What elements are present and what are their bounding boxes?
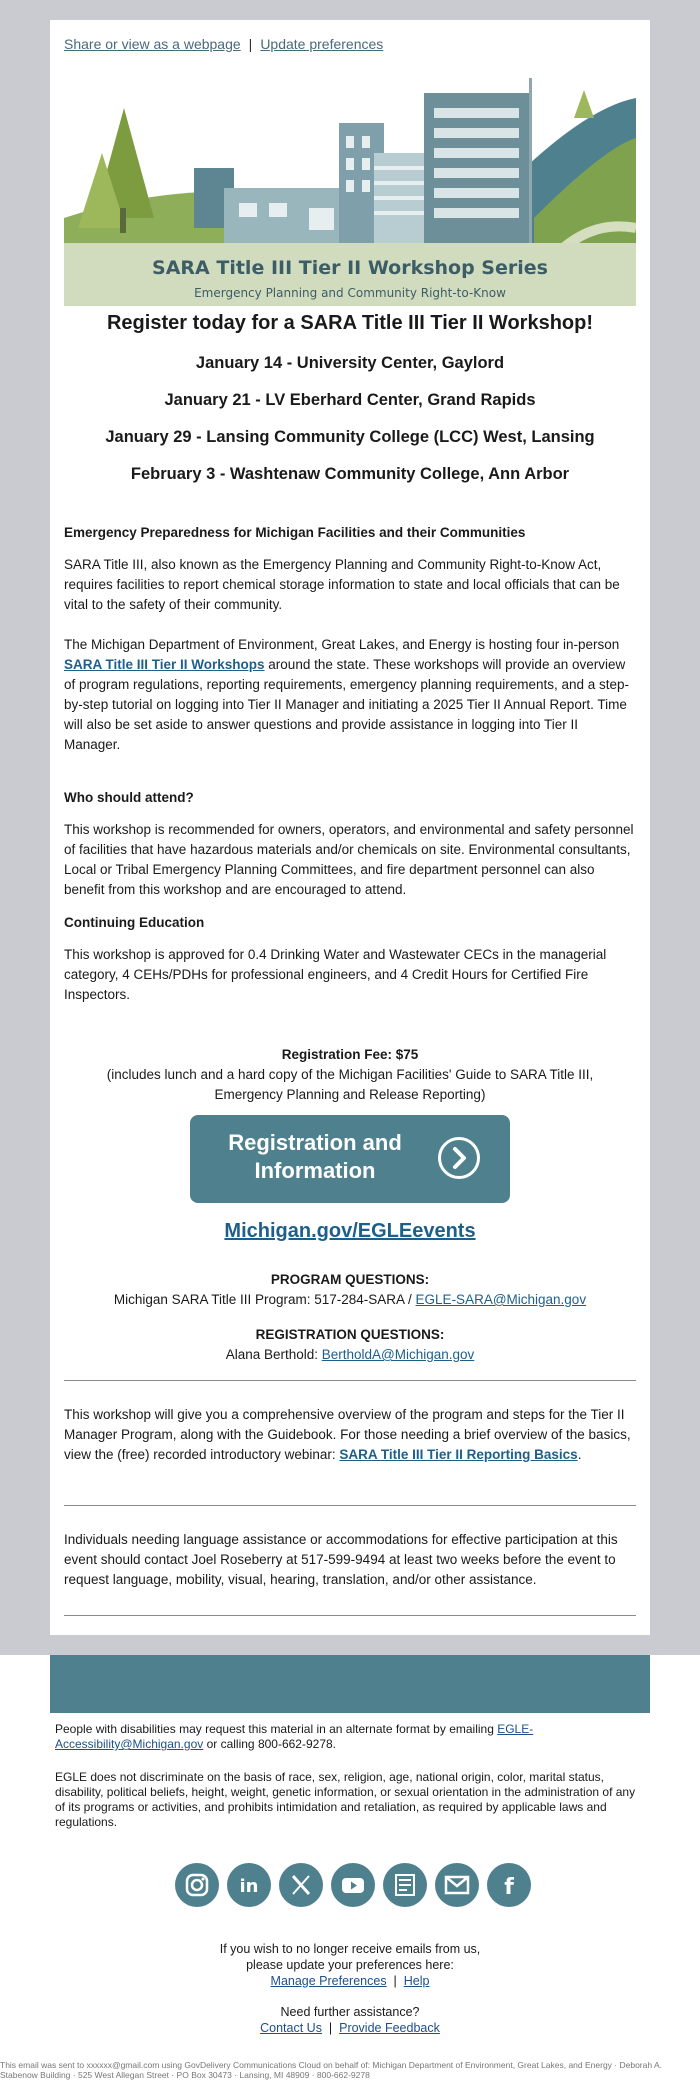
divider bbox=[64, 1505, 636, 1506]
manage-preferences-link[interactable]: Manage Preferences bbox=[270, 1974, 387, 1988]
svg-text:in: in bbox=[239, 1876, 259, 1897]
svg-text:f: f bbox=[504, 1875, 514, 1900]
registration-questions-contact: Alana Berthold: BertholdA@Michigan.gov bbox=[225, 1347, 475, 1362]
youtube-icon[interactable] bbox=[331, 1863, 375, 1907]
pre-header-separator: | bbox=[248, 36, 253, 52]
registration-button[interactable] bbox=[190, 1115, 510, 1203]
section-heading-preparedness: Emergency Preparedness for Michigan Facilities and their Communities bbox=[64, 525, 526, 540]
facebook-icon[interactable] bbox=[487, 1863, 531, 1907]
unsubscribe-line-2: please update your preferences here: bbox=[246, 1958, 454, 1972]
need-assistance: Need further assistance? bbox=[280, 2005, 420, 2019]
contact-us-link[interactable]: Contact Us bbox=[260, 2021, 322, 2035]
footer-band bbox=[50, 1655, 650, 1713]
x-icon[interactable] bbox=[279, 1863, 323, 1907]
pre-header bbox=[64, 36, 383, 52]
egle-sara-email-link[interactable]: EGLE-SARA@Michigan.gov bbox=[415, 1292, 587, 1307]
program-questions-heading: PROGRAM QUESTIONS: bbox=[270, 1272, 430, 1287]
registration-questions-heading: REGISTRATION QUESTIONS: bbox=[255, 1327, 445, 1342]
provide-feedback-link[interactable]: Provide Feedback bbox=[339, 2021, 440, 2035]
social-links bbox=[175, 1863, 530, 1909]
help-link[interactable]: Help bbox=[403, 1974, 430, 1988]
egle-events-link[interactable]: Michigan.gov/EGLEevents bbox=[224, 1220, 476, 1242]
workshop-date: January 14 - University Center, Gaylord bbox=[195, 354, 505, 372]
accessibility-email-link[interactable]: EGLE-Accessibility@Michigan.gov bbox=[55, 1722, 534, 1751]
overview-paragraph: This workshop will give you a comprehensive overview of the program and steps for the Tier II Manager Program, along with the Guidebook. For those needing a brief overview of the basics, view the (free) recorded introductory webinar: SARA Title III Tier II Reporting Basics. bbox=[64, 1407, 631, 1462]
workshop-description: The Michigan Department of Environment, Great Lakes, and Energy is hosting four in-person SARA Title III Tier II Workshops around the state. These workshops will provide an overview of program regulations, reporting requirements, emergency planning requirements, and a step-by-step tutorial on logging into Tier II Manager and initiating a 2025 Tier II Annual Report. Time will also be set aside to answer questions and provide assistance in logging into Tier II Manager. bbox=[64, 637, 630, 752]
linkedin-icon[interactable] bbox=[227, 1863, 271, 1907]
preferences-links: Manage Preferences | Help bbox=[270, 1974, 430, 1988]
ce-heading: Continuing Education bbox=[64, 915, 205, 930]
chevron-right-icon bbox=[438, 1137, 480, 1179]
divider bbox=[64, 1380, 636, 1381]
workshop-banner bbox=[64, 68, 636, 306]
share-webpage-link[interactable]: Share or view as a webpage bbox=[64, 36, 241, 52]
nondiscrimination-note: EGLE does not discriminate on the basis of race, sex, religion, age, national origin, color, marital status, disability, political beliefs, height, weight, genetic information, or sexual orientation in the administration of any of its programs or activities, and prohibits intimidation and retaliation, as required by applicable laws and regulations. bbox=[55, 1770, 636, 1829]
workshop-date: January 21 - LV Eberhard Center, Grand Rapids bbox=[164, 391, 536, 409]
assistance-links: Contact Us | Provide Feedback bbox=[260, 2021, 440, 2035]
instagram-icon[interactable] bbox=[175, 1863, 219, 1907]
banner-subtitle: Emergency Planning and Community Right-to-Know bbox=[194, 286, 506, 300]
sara-description: SARA Title III, also known as the Emergency Planning and Community Right-to-Know Act, requires facilities to report chemical storage information to state and local officials that can be vital to the safety of their community. bbox=[64, 557, 620, 612]
berthold-email-link[interactable]: BertholdA@Michigan.gov bbox=[321, 1347, 475, 1362]
fee-heading: Registration Fee: $75 bbox=[281, 1047, 419, 1062]
fine-print: This email was sent to xxxxxx@gmail.com using GovDelivery Communications Cloud on behalf of: Michigan Department of Environment, Great Lakes, and Energy · Deborah A. Stabenow Building · 525 West Allegan Street · PO Box 30473 · Lansing, MI 48909 · 800-662-9278 bbox=[0, 2060, 663, 2080]
update-preferences-link[interactable]: Update preferences bbox=[260, 36, 384, 52]
ce-description: This workshop is approved for 0.4 Drinking Water and Wastewater CECs in the managerial category, 4 CEHs/PDHs for professional engineers, and 4 Credit Hours for Certified Fire Inspectors. bbox=[64, 947, 607, 1002]
page-headline: Register today for a SARA Title III Tier II Workshop! bbox=[106, 312, 593, 334]
workshop-date: February 3 - Washtenaw Community College, Ann Arbor bbox=[130, 465, 570, 483]
workshop-date: January 29 - Lansing Community College (LCC) West, Lansing bbox=[105, 428, 595, 446]
registration-button-label: Registration and Information bbox=[228, 1130, 402, 1183]
newsletter-icon[interactable] bbox=[383, 1863, 427, 1907]
language-assistance-paragraph: Individuals needing language assistance or accommodations for effective participation at this event should contact Joel Roseberry at 517-599-9494 at least two weeks before the event to request language, mobility, visual, hearing, translation, and/or other assistance. bbox=[64, 1532, 618, 1587]
email-icon[interactable] bbox=[435, 1863, 479, 1907]
who-description: This workshop is recommended for owners, operators, and environmental and safety personnel of facilities that have hazardous materials and/or chemicals on site. Environmental consultants, Local or Tribal Emergency Planning Committees, and fire department personnel can also benefit from this workshop and are encouraged to attend. bbox=[64, 822, 634, 897]
program-questions-contact: Michigan SARA Title III Program: 517-284-SARA / EGLE-SARA@Michigan.gov bbox=[113, 1292, 587, 1307]
divider bbox=[64, 1615, 636, 1616]
unsubscribe-line-1: If you wish to no longer receive emails from us, bbox=[219, 1942, 481, 1956]
workshops-link[interactable]: SARA Title III Tier II Workshops bbox=[64, 657, 265, 672]
email-card bbox=[50, 20, 650, 1635]
who-heading: Who should attend? bbox=[64, 790, 194, 805]
fee-detail: (includes lunch and a hard copy of the Michigan Facilities' Guide to SARA Title III, Emergency Planning and Release Reporting) bbox=[106, 1067, 594, 1102]
accessibility-note: People with disabilities may request this material in an alternate format by emailing EGLE-Accessibility@Michigan.gov or calling 800-662-9278. bbox=[55, 1722, 534, 1751]
reporting-basics-link[interactable]: SARA Title III Tier II Reporting Basics bbox=[339, 1447, 578, 1462]
banner-title: SARA Title III Tier II Workshop Series bbox=[152, 257, 548, 279]
